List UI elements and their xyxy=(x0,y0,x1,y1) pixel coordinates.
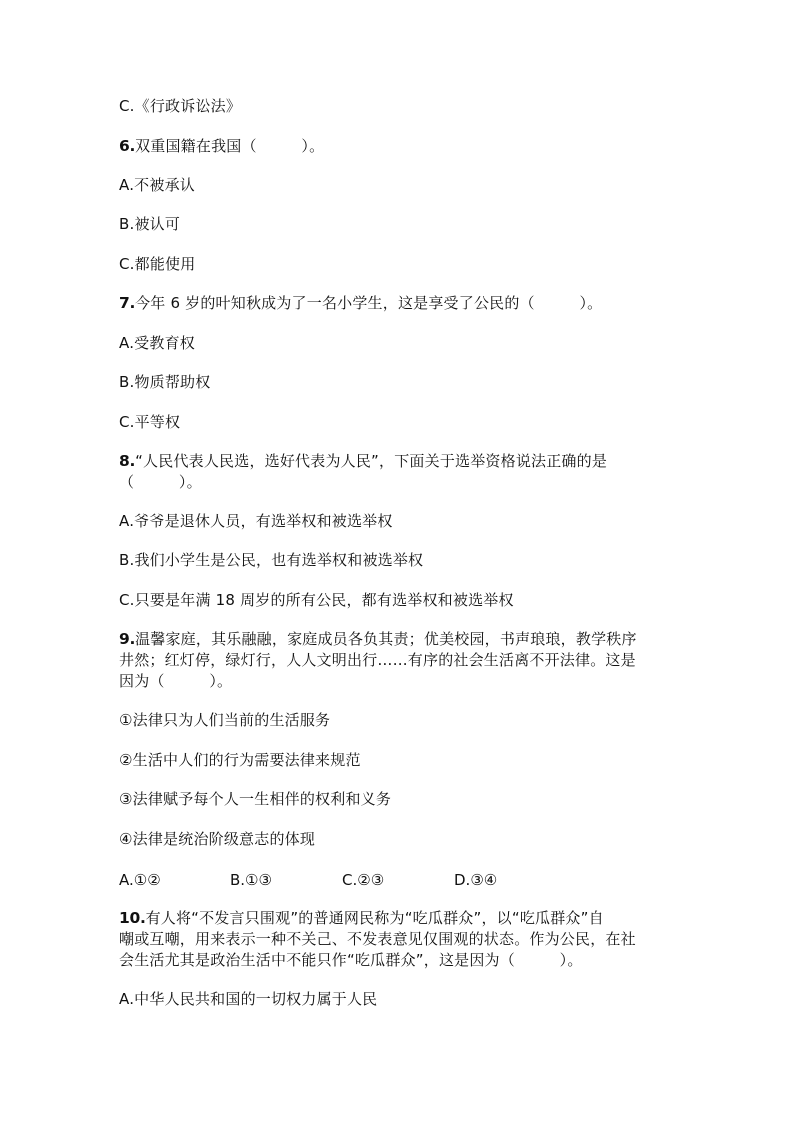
q10-stem-line3: 会生活尤其是政治生活中不能只作“吃瓜群众”，这是因为（ ）。 xyxy=(119,951,583,969)
q9-option-a: A.①② xyxy=(119,871,161,889)
q8-stem-text: “人民代表人民选，选好代表为人民”，下面关于选举资格说法正确的是 xyxy=(135,452,608,470)
q7-stem-text: 今年 6 岁的叶知秋成为了一名小学生，这是享受了公民的（ ）。 xyxy=(135,294,603,312)
q8-stem-line2: （ ）。 xyxy=(119,473,202,491)
q9-option-d: D.③④ xyxy=(454,871,498,889)
q7-number: 7. xyxy=(119,294,136,312)
q9-statement-2: ②生活中人们的行为需要法律来规范 xyxy=(119,751,361,769)
q10-stem-line1 xyxy=(119,908,604,928)
q9-options-row xyxy=(119,870,679,890)
q9-option-c: C.②③ xyxy=(342,871,385,889)
q9-statement-4: ④法律是统治阶级意志的体现 xyxy=(119,830,316,848)
q6-stem xyxy=(119,136,324,156)
q6-stem-text: 双重国籍在我国（ ）。 xyxy=(135,137,325,155)
q9-stem-line1 xyxy=(119,629,637,649)
q6-option-a: A.不被承认 xyxy=(119,176,195,194)
q5-option-c: C.《行政诉讼法》 xyxy=(119,97,242,115)
q9-statement-3: ③法律赋予每个人一生相伴的权利和义务 xyxy=(119,790,392,808)
q6-option-c: C.都能使用 xyxy=(119,255,196,273)
q8-option-b: B.我们小学生是公民，也有选举权和被选举权 xyxy=(119,551,424,569)
q9-stem-text: 温馨家庭，其乐融融，家庭成员各负其责；优美校园，书声琅琅，教学秩序 xyxy=(135,630,637,648)
q8-option-c: C.只要是年满 18 周岁的所有公民，都有选举权和被选举权 xyxy=(119,591,514,609)
q6-option-b: B.被认可 xyxy=(119,215,181,233)
q9-stem-line3: 因为（ ）。 xyxy=(119,672,233,690)
q9-option-b: B.①③ xyxy=(230,871,272,889)
q10-stem-text: 有人将“不发言只围观”的普通网民称为“吃瓜群众”，以“吃瓜群众”自 xyxy=(145,909,604,927)
q8-option-a: A.爷爷是退休人员，有选举权和被选举权 xyxy=(119,512,393,530)
q10-option-a: A.中华人民共和国的一切权力属于人民 xyxy=(119,990,378,1008)
q7-option-a: A.受教育权 xyxy=(119,334,195,352)
q7-option-b: B.物质帮助权 xyxy=(119,373,211,391)
q9-stem-line2: 井然；红灯停，绿灯行，人人文明出行……有序的社会生活离不开法律。这是 xyxy=(119,651,636,669)
q8-stem-line1 xyxy=(119,451,607,471)
q9-statement-1: ①法律只为人们当前的生活服务 xyxy=(119,711,331,729)
q10-stem-line2: 嘲或互嘲，用来表示一种不关己、不发表意见仅围观的状态。作为公民，在社 xyxy=(119,930,636,948)
q9-number: 9. xyxy=(119,630,136,648)
q7-option-c: C.平等权 xyxy=(119,413,181,431)
q6-number: 6. xyxy=(119,137,136,155)
q10-number: 10. xyxy=(119,909,146,927)
q8-number: 8. xyxy=(119,452,136,470)
q7-stem xyxy=(119,293,602,313)
